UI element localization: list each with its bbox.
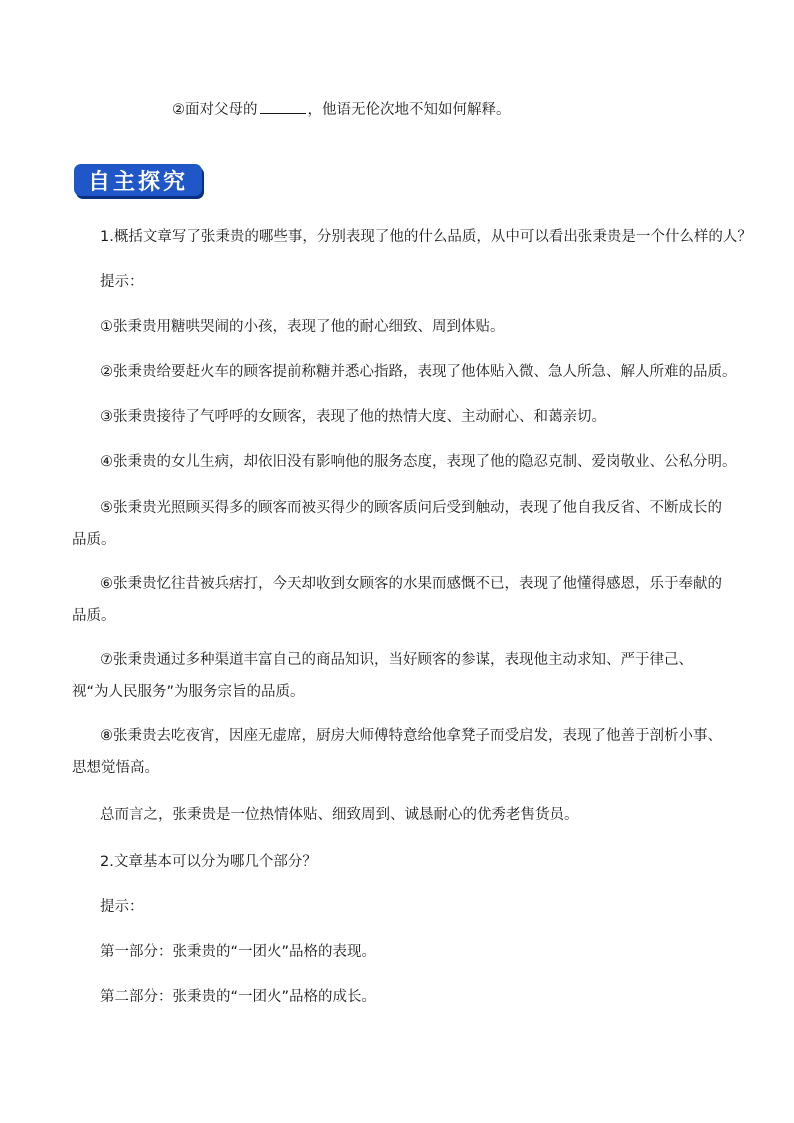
hint-label: 提示： [100,274,144,290]
answer-item: ④张秉贵的女儿生病，却依旧没有影响他的服务态度，表现了他的隐忍克制、爱岗敬业、公私分明。 [100,454,737,470]
part-item: 第一部分：张秉贵的“一团火”品格的表现。 [100,944,377,960]
section-title-banner [74,164,202,196]
hint-label: 提示： [100,899,144,915]
answer-item: ⑧张秉贵去吃夜宵，因座无虚席，厨房大师傅特意给他拿凳子而受启发，表现了他善于剖析小事、思想觉悟高。 [72,728,722,776]
fill-in-item [172,99,511,120]
answer-item: ①张秉贵用糖哄哭闹的小孩，表现了他的耐心细致、周到体贴。 [100,319,505,335]
section-title: 自主探究 [87,169,188,195]
summary: 总而言之，张秉贵是一位热情体贴、细致周到、诚恳耐心的优秀老售货员。 [100,807,579,823]
fill-in-suffix: ，他语无伦次地不知如何解释。 [307,102,511,118]
part-item: 第二部分：张秉贵的“一团火”品格的成长。 [100,989,377,1005]
question-1: 1.概括文章写了张秉贵的哪些事，分别表现了他的什么品质，从中可以看出张秉贵是一个什么样的人？ [100,229,752,245]
answer-item: ⑤张秉贵光照顾买得多的顾客而被买得少的顾客质问后受到触动，表现了他自我反省、不断成长的品质。 [72,500,722,548]
fill-in-prefix: ②面对父母的 [172,102,258,118]
question-2: 2.文章基本可以分为哪几个部分？ [100,854,317,870]
answer-blank [260,99,306,114]
answer-item: ⑥张秉贵忆往昔被兵痞打，今天却收到女顾客的水果而感慨不已，表现了他懂得感恩，乐于奉献的品质。 [72,576,722,624]
answer-item: ③张秉贵接待了气呼呼的女顾客，表现了他的热情大度、主动耐心、和蔼亲切。 [100,409,606,425]
answer-item: ⑦张秉贵通过多种渠道丰富自己的商品知识，当好顾客的参谋，表现他主动求知、严于律己、视“为人民服务”为服务宗旨的品质。 [72,652,693,700]
answer-item: ②张秉贵给要赶火车的顾客提前称糖并悉心指路，表现了他体贴入微、急人所急、解人所难的品质。 [100,364,737,380]
